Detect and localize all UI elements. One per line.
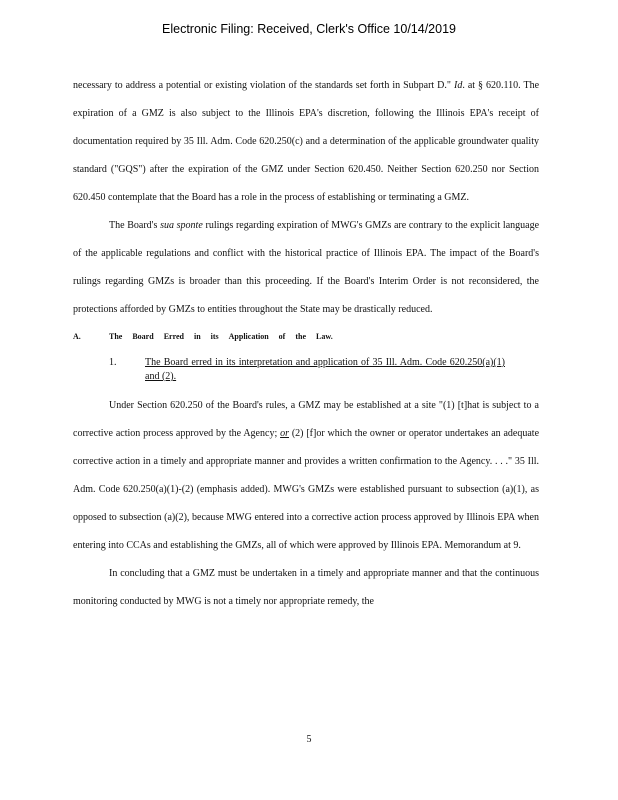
subsection-number: 1. bbox=[109, 357, 117, 368]
paragraph-4: In concluding that a GMZ must be undertaken in a timely and appropriate manner and that the continuous monitoring conducted by MWG is not a timely nor appropriate remedy, the bbox=[73, 568, 539, 607]
section-word: Law. bbox=[316, 332, 333, 341]
p1-id-cite: Id bbox=[454, 80, 463, 91]
p1-rest: . at § 620.110. The expiration of a GMZ is also subject to the Illinois EPA's discretion, following the Illinois EPA's receipt of documentation required by 35 Ill. Adm. Code 620.250(c) and a determination of the applicable groundwater quality standard ("GQS") after the expiration of the GMZ under Section 620.450. Neither Section 620.250 nor Section 620.450 contemplate that the Board has a role in the process of establishing or terminating a GMZ. bbox=[73, 80, 540, 203]
p2-lead: The Board's bbox=[109, 220, 158, 231]
section-word: Application bbox=[228, 332, 269, 341]
section-heading-a bbox=[73, 324, 539, 350]
paragraph-2 bbox=[73, 212, 539, 324]
p1-lead: necessary to address a potential or existing violation of the standards set forth in Subpart D." bbox=[73, 80, 451, 91]
page-number: 5 bbox=[306, 734, 312, 745]
p3-lead: Under Section 620.250 of the Board's rules, a GMZ may be established at a site "(1) [t]hat is subject to a corrective action process approved by the Agency; bbox=[73, 400, 539, 439]
p2-sua-sponte: sua sponte bbox=[160, 220, 203, 231]
section-word: of bbox=[278, 332, 286, 341]
subsection-heading-1 bbox=[73, 356, 539, 384]
p3-or-emphasis: or bbox=[280, 428, 289, 439]
subsection-title: The Board erred in its interpretation and application of 35 Ill. Adm. Code 620.250(a)(1) and (2). bbox=[145, 357, 505, 382]
p2-rest: rulings regarding expiration of MWG's GMZs are contrary to the explicit language of the applicable regulations and conflict with the historical practice of Illinois EPA. The impact of the Board's rulings regarding GMZs is broader than this proceeding. If the Board's Interim Order is not reconsidered, the protections afforded by GMZs to entities throughout the State may be drastically reduced. bbox=[73, 220, 540, 315]
section-word: Board bbox=[132, 332, 154, 341]
section-letter: A. bbox=[73, 332, 81, 341]
filing-stamp: Electronic Filing: Received, Clerk's Office 10/14/2019 bbox=[162, 22, 456, 36]
body-text bbox=[73, 72, 539, 616]
section-word: The bbox=[109, 332, 123, 341]
section-word: Erred bbox=[163, 332, 184, 341]
paragraph-1 bbox=[73, 72, 539, 212]
section-word: in bbox=[193, 332, 201, 341]
section-word: its bbox=[210, 332, 219, 341]
section-word: the bbox=[295, 332, 307, 341]
p3-rest: (2) [f]or which the owner or operator undertakes an adequate corrective action in a timely and appropriate manner and provides a written confirmation to the Agency. . . ." 35 Ill. Adm. Code 620.250(a)(1)-(2) (emphasis added). MWG's GMZs were established pursuant to subsection (a)(1), as opposed to subsection (a)(2), because MWG entered into a corrective action process approved by Illinois EPA when entering into CCAs and establishing the GMZs, all of which were approved by Illinois EPA. Memorandum at 9. bbox=[73, 428, 540, 551]
paragraph-3 bbox=[73, 392, 539, 560]
